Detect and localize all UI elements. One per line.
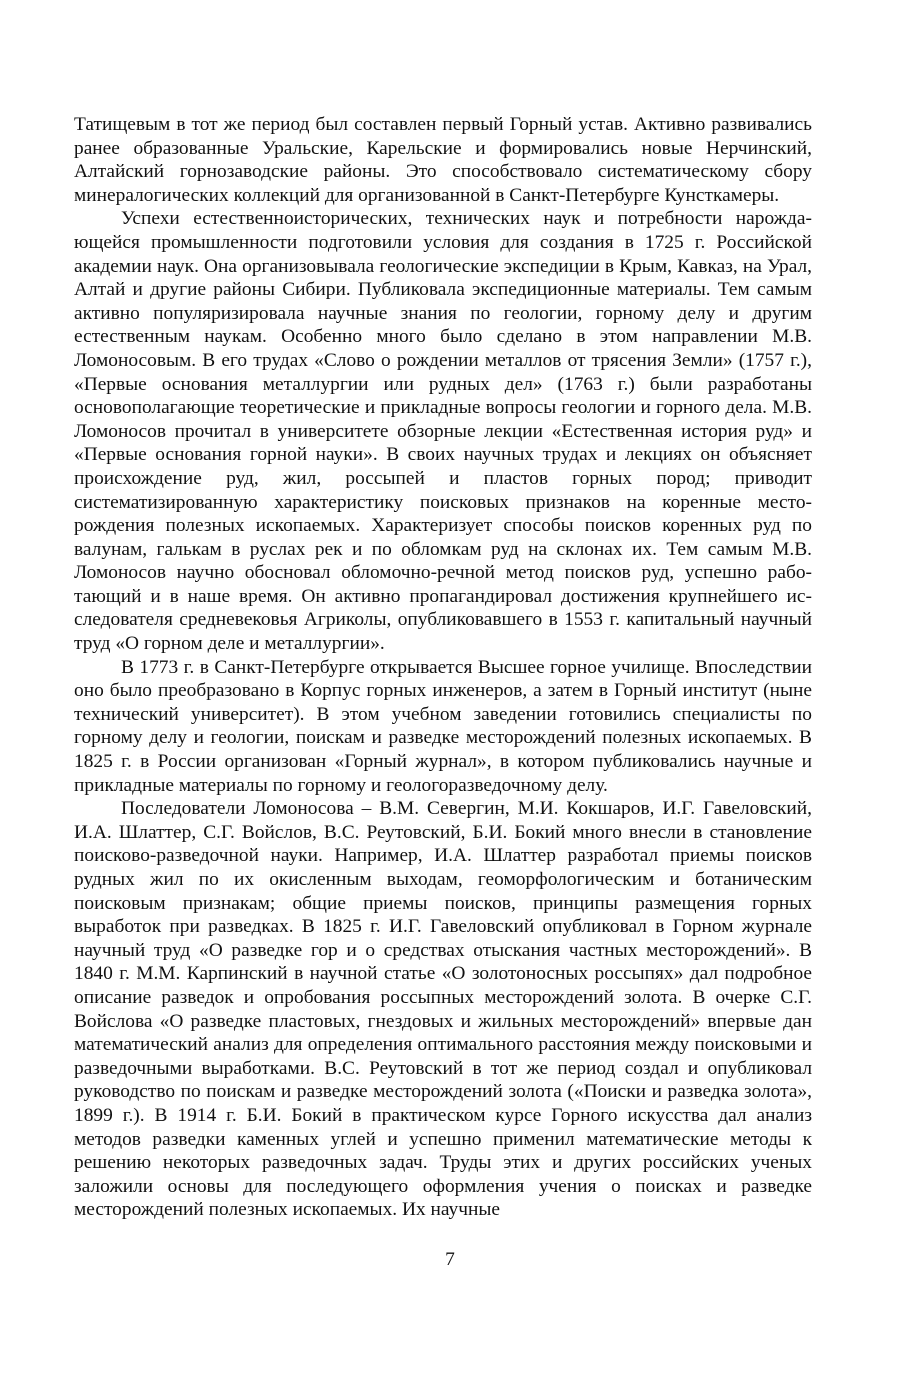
page-number: 7 xyxy=(445,1249,455,1270)
paragraph-mining-school: В 1773 г. в Санкт-Петербурге открывается Высшее горное училище. Впоследствии оно было преобразовано в Корпус горных инженеров, а затем в Горный институт (ныне технический университет). В этом учебном заведении готовились специалисты по горному делу и геологии, поискам и разведке месторождений полезных ископаемых. В 1825 г. в России организован «Горный журнал», в котором публиковались научные и прикладные материалы по горному и геологоразведочному делу. xyxy=(74,656,812,796)
paragraph-continuation: Татищевым в тот же период был составлен первый Горный устав. Активно развивались ранее образованные Уральские, Карельские и формировались новые Нерчинский, Алтайский горнозаводские районы. Это способствовало систематическому сбору минералогических коллекций для организованной в Санкт-Петербурге Кунсткамеры. xyxy=(74,114,812,206)
paragraph-lomonosov: Успехи естественноисторических, технических наук и потребности нарождающейся промышленности подготовили условия для создания в 1725 г. Российской академии наук. Она организовывала геологические экспедиции в Крым, Кавказ, на Урал, Алтай и другие районы Сибири. Публиковала экспедиционные материалы. Тем самым активно популяризировала научные знания по геологии, горному делу и другим естественным наукам. Особенно много было сделано в этом направлении М.В. Ломоносовым. В его трудах «Слово о рождении металлов от трясения Земли» (1757 г.), «Первые основания металлургии или рудных дел» (1763 г.) были разработаны основополагающие теоретические и прикладные вопросы геологии и горного дела. М.В. Ломоносов прочитал в университете обзорные лекции «Естественная история руд» и «Первые основания горной науки». В своих научных трудах и лекциях он объясняет происхождение руд, жил, россыпей и пластов горных пород; приводит систематизированную характеристику поисковых признаков на коренные месторождения полезных ископаемых. Характеризует способы поисков коренных руд по валунам, галькам в руслах рек и по обломкам руд на склонах их. Тем самым М.В. Ломоносов научно обосновал обломочно-речной метод поисков руд, успешно работающий и в наше время. Он активно пропагандировал достижения крупнейшего исследователя средневековья Агриколы, опубликовавшего в 1553 г. капитальный научный труд «О горном деле и металлургии». xyxy=(74,208,812,655)
page-body xyxy=(74,113,812,1222)
paragraph-followers: Последователи Ломоносова – В.М. Севергин, М.И. Кокшаров, И.Г. Гавеловский, И.А. Шлаттер, С.Г. Войслов, В.С. Реутовский, Б.И. Бокий много внесли в становление поисково-разведочной науки. Например, И.А. Шлаттер разработал приемы поисков рудных жил по их окисленным выходам, геоморфологическим и ботаническим поисковым признакам; общие приемы поисков, принципы размещения горных выработок при разведках. В 1825 г. И.Г. Гавеловский опубликовал в Горном журнале научный труд «О разведке гор и о средствах отыскания частных месторождений». В 1840 г. М.М. Карпинский в научной статье «О золотоносных россыпях» дал подробное описание разведок и опробования россыпных месторождений золота. В очерке С.Г. Войслова «О разведке пластовых, гнездовых и жильных месторождений» впервые дан математический анализ для определения оптимального расстояния между поисковыми и разведочными выработками. В.С. Реутовский в тот же период создал и опубликовал руководство по поискам и разведке месторождений золота («Поиски и разведка золота», 1899 г.). В 1914 г. Б.И. Бокий в практическом курсе Горного искусства дал анализ методов разведки каменных углей и успешно применил математические методы к решению некоторых разведочных задач. Труды этих и других российских ученых заложили основы для последующего оформления учения о поисках и разведке месторождений полезных ископаемых. Их научные xyxy=(74,798,812,1221)
